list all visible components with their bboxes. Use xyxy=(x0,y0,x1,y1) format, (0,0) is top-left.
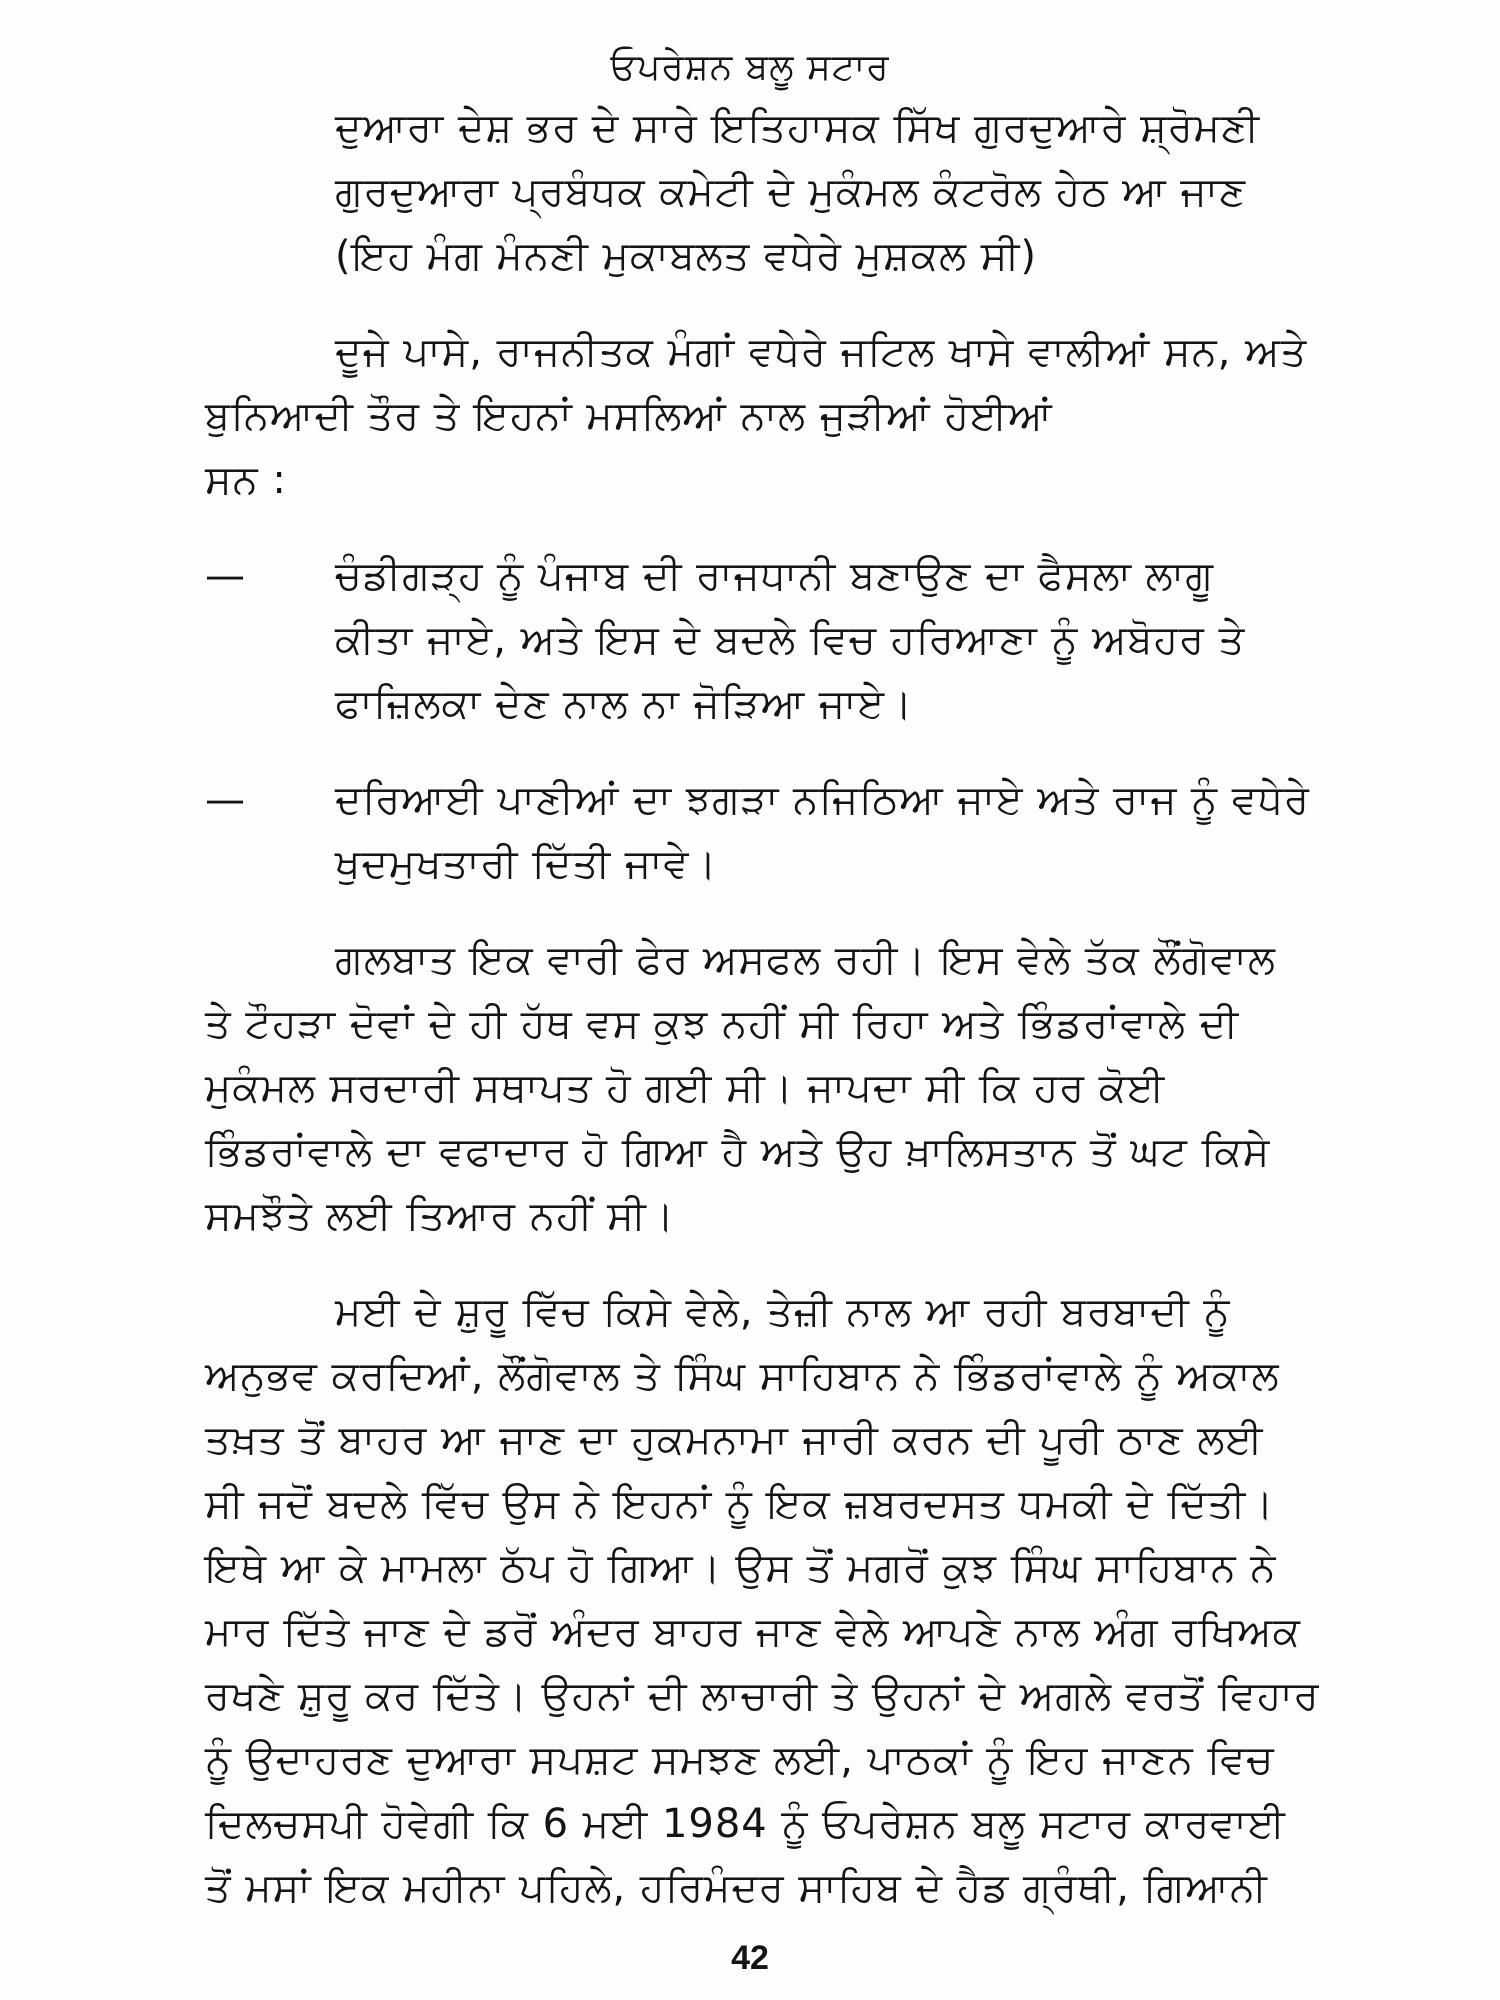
text-line: ਗੁਰਦੁਆਰਾ ਪ੍ਰਬੰਧਕ ਕਮੇਟੀ ਦੇ ਮੁਕੰਮਲ ਕੰਟਰੋਲ ਹੇਠ ਆ ਜਾਣ xyxy=(335,169,1247,215)
text-line: ਦੁਆਰਾ ਦੇਸ਼ ਭਰ ਦੇ ਸਾਰੇ ਇਤਿਹਾਸਕ ਸਿੱਖ ਗੁਰਦੁਆਰੇ ਸ਼੍ਰੋਮਣੀ xyxy=(335,105,1261,151)
dash-bullet: — xyxy=(205,777,246,823)
paragraph-talks-failed xyxy=(205,928,1325,1248)
dash-bullet: — xyxy=(205,553,246,599)
continued-paragraph xyxy=(205,96,1325,288)
text-line: ਚੰਡੀਗੜ੍ਹ ਨੂੰ ਪੰਜਾਬ ਦੀ ਰਾਜਧਾਨੀ ਬਣਾਉਣ ਦਾ ਫੈਸਲਾ ਲਾਗੂ xyxy=(335,553,1214,599)
text-line: ਤੋਂ ਮਸਾਂ ਇਕ ਮਹੀਨਾ ਪਹਿਲੇ, ਹਰਿਮੰਦਰ ਸਾਹਿਬ ਦੇ ਹੈਡ ਗ੍ਰੰਥੀ, ਗਿਆਨੀ xyxy=(205,1865,1268,1911)
paragraph-political-demands xyxy=(205,320,1325,512)
text-line: ਮਾਰ ਦਿੱਤੇ ਜਾਣ ਦੇ ਡਰੋਂ ਅੰਦਰ ਬਾਹਰ ਜਾਣ ਵੇਲੇ ਆਪਣੇ ਨਾਲ ਅੰਗ ਰਖਿਅਕ xyxy=(205,1609,1301,1655)
text-line: ਦਰਿਆਈ ਪਾਣੀਆਂ ਦਾ ਝਗੜਾ ਨਜਿਠਿਆ ਜਾਏ ਅਤੇ ਰਾਜ ਨੂੰ ਵਧੇਰੇ xyxy=(335,777,1310,823)
text-line: ਇਥੇ ਆ ਕੇ ਮਾਮਲਾ ਠੱਪ ਹੋ ਗਿਆ। ਉਸ ਤੋਂ ਮਗਰੋਂ ਕੁਝ ਸਿੰਘ ਸਾਹਿਬਾਨ ਨੇ xyxy=(205,1545,1277,1591)
text-line: ਮੁਕੰਮਲ ਸਰਦਾਰੀ ਸਥਾਪਤ ਹੋ ਗਈ ਸੀ। ਜਾਪਦਾ ਸੀ ਕਿ ਹਰ ਕੋਈ xyxy=(205,1065,1166,1111)
text-line: ਤੇ ਟੌਹੜਾ ਦੋਵਾਂ ਦੇ ਹੀ ਹੱਥ ਵਸ ਕੁਝ ਨਹੀਂ ਸੀ ਰਿਹਾ ਅਤੇ ਭਿੰਡਰਾਂਵਾਲੇ ਦੀ xyxy=(205,1001,1240,1047)
text-line: ਮਈ ਦੇ ਸ਼ੁਰੂ ਵਿੱਚ ਕਿਸੇ ਵੇਲੇ, ਤੇਜ਼ੀ ਨਾਲ ਆ ਰਹੀ ਬਰਬਾਦੀ ਨੂੰ xyxy=(335,1289,1231,1335)
paragraph-early-may xyxy=(205,1280,1325,1920)
text-line: ਤਖ਼ਤ ਤੋਂ ਬਾਹਰ ਆ ਜਾਣ ਦਾ ਹੁਕਮਨਾਮਾ ਜਾਰੀ ਕਰਨ ਦੀ ਪੂਰੀ ਠਾਣ ਲਈ xyxy=(205,1417,1264,1463)
running-head: ਓਪਰੇਸ਼ਨ ਬਲੂ ਸਟਾਰ xyxy=(610,47,890,88)
text-line: ਦਿਲਚਸਪੀ ਹੋਵੇਗੀ ਕਿ 6 ਮਈ 1984 ਨੂੰ ਓਪਰੇਸ਼ਨ ਬਲੂ ਸਟਾਰ ਕਾਰਵਾਈ xyxy=(205,1801,1286,1847)
page-number: 42 xyxy=(731,1939,769,1977)
text-line: ਦੂਜੇ ਪਾਸੇ, ਰਾਜਨੀਤਕ ਮੰਗਾਂ ਵਧੇਰੇ ਜਟਿਲ ਖਾਸੇ ਵਾਲੀਆਂ ਸਨ, ਅਤੇ xyxy=(335,329,1308,375)
page-body xyxy=(205,96,1325,1952)
text-line: ਫਾਜ਼ਿਲਕਾ ਦੇਣ ਨਾਲ ਨਾ ਜੋੜਿਆ ਜਾਏ। xyxy=(335,681,914,727)
list-item-river-waters xyxy=(205,768,1325,896)
text-line: ਅਨੁਭਵ ਕਰਦਿਆਂ, ਲੌਂਗੋਵਾਲ ਤੇ ਸਿੰਘ ਸਾਹਿਬਾਨ ਨੇ ਭਿੰਡਰਾਂਵਾਲੇ ਨੂੰ ਅਕਾਲ xyxy=(205,1353,1280,1399)
text-line: ਬੁਨਿਆਦੀ ਤੌਰ ਤੇ ਇਹਨਾਂ ਮਸਲਿਆਂ ਨਾਲ ਜੁੜੀਆਂ ਹੋਈਆਂ xyxy=(205,393,1053,439)
text-line: ਸਮਝੌਤੇ ਲਈ ਤਿਆਰ ਨਹੀਂ ਸੀ। xyxy=(205,1193,675,1239)
text-line: (ਇਹ ਮੰਗ ਮੰਨਣੀ ਮੁਕਾਬਲਤ ਵਧੇਰੇ ਮੁਸ਼ਕਲ ਸੀ) xyxy=(335,233,1038,279)
text-line: ਰਖਣੇ ਸ਼ੁਰੂ ਕਰ ਦਿੱਤੇ। ਉਹਨਾਂ ਦੀ ਲਾਚਾਰੀ ਤੇ ਉਹਨਾਂ ਦੇ ਅਗਲੇ ਵਰਤੋਂ ਵਿਹਾਰ xyxy=(205,1673,1320,1719)
text-line: ਖੁਦਮੁਖਤਾਰੀ ਦਿੱਤੀ ਜਾਵੇ। xyxy=(335,841,718,887)
text-line: ਸਨ : xyxy=(205,457,287,503)
text-line: ਸੀ ਜਦੋਂ ਬਦਲੇ ਵਿੱਚ ਉਸ ਨੇ ਇਹਨਾਂ ਨੂੰ ਇਕ ਜ਼ਬਰਦਸਤ ਧਮਕੀ ਦੇ ਦਿੱਤੀ। xyxy=(205,1481,1275,1527)
text-line: ਕੀਤਾ ਜਾਏ, ਅਤੇ ਇਸ ਦੇ ਬਦਲੇ ਵਿਚ ਹਰਿਆਣਾ ਨੂੰ ਅਬੋਹਰ ਤੇ xyxy=(335,617,1246,663)
text-line: ਭਿੰਡਰਾਂਵਾਲੇ ਦਾ ਵਫਾਦਾਰ ਹੋ ਗਿਆ ਹੈ ਅਤੇ ਉਹ ਖ਼ਾਲਿਸਤਾਨ ਤੋਂ ਘਟ ਕਿਸੇ xyxy=(205,1129,1271,1175)
list-item-chandigarh xyxy=(205,544,1325,736)
text-line: ਨੂੰ ਉਦਾਹਰਣ ਦੁਆਰਾ ਸਪਸ਼ਟ ਸਮਝਣ ਲਈ, ਪਾਠਕਾਂ ਨੂੰ ਇਹ ਜਾਣਨ ਵਿਚ xyxy=(205,1737,1275,1783)
text-line: ਗਲਬਾਤ ਇਕ ਵਾਰੀ ਫੇਰ ਅਸਫਲ ਰਹੀ। ਇਸ ਵੇਲੇ ਤੱਕ ਲੌਂਗੋਵਾਲ xyxy=(335,937,1276,983)
